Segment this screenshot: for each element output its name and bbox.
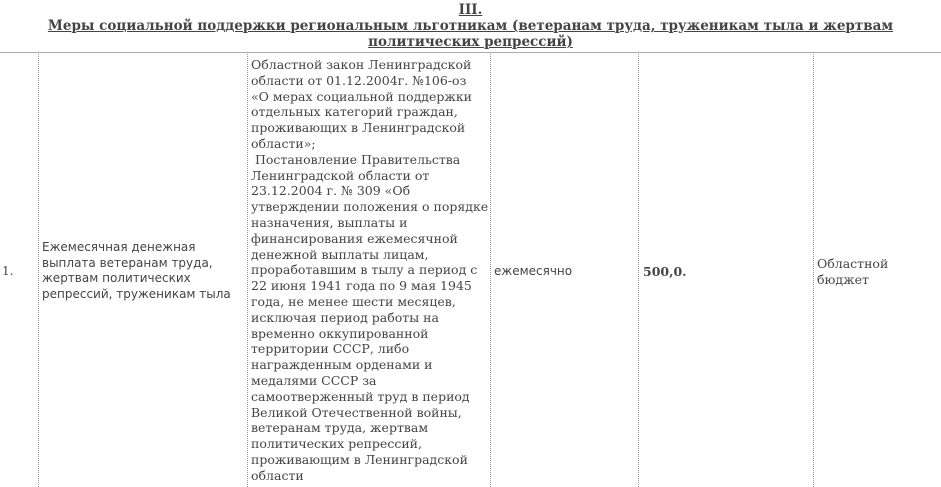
legal-basis-line: Ленинградской области от: [251, 167, 430, 183]
legal-basis-line: ветеранам труда, жертвам: [251, 420, 429, 436]
legal-basis-line: территории СССР, либо: [251, 341, 410, 357]
section-number: III.: [458, 2, 483, 18]
column-divider: [638, 52, 639, 487]
section-title: Меры социальной поддержки региональным льготникам (ветеранам труда, труженикам тыла и жертвам политических репрессий): [47, 18, 894, 50]
column-divider: [247, 52, 248, 487]
legal-basis-line: 23.12.2004 г. № 309 «Об: [251, 183, 411, 199]
legal-basis-line: отдельных категорий граждан,: [251, 104, 458, 120]
legal-basis-line: временно оккупированной: [251, 325, 429, 341]
legal-basis-line: области от 01.12.2004г. №106-оз: [251, 72, 467, 88]
legal-basis-line: самоотверженный труд в период: [251, 388, 470, 404]
section-header: [0, 2, 941, 50]
measure-description: Ежемесячная денежная выплата ветеранам труда, жертвам политических репрессий, труженикам тыла: [42, 240, 231, 301]
legal-basis-line: 22 июня 1941 года по 9 мая 1945: [251, 278, 472, 294]
legal-basis-line: финансирования ежемесячной: [251, 230, 458, 246]
legal-basis-line: проживающим в Ленинградской: [251, 451, 468, 467]
legal-basis: [251, 57, 491, 484]
legal-basis-line: года, не менее шести месяцев,: [251, 293, 456, 309]
payment-periodicity: ежемесячно: [494, 264, 573, 278]
payment-amount: 500,0.: [643, 264, 687, 279]
legal-basis-line: области: [251, 467, 304, 483]
legal-basis-line: утверждении положения о порядке: [251, 199, 489, 215]
table-top-border: [0, 52, 941, 53]
legal-basis-line: медалями СССР за: [251, 372, 377, 388]
legal-basis-line: проживающих в Ленинградской: [251, 120, 466, 136]
legal-basis-line: исключая период работы на: [251, 309, 439, 325]
row-number: 1.: [2, 264, 14, 278]
legal-basis-line: области»;: [251, 135, 316, 151]
column-divider: [38, 52, 39, 487]
legal-basis-line: назначения, выплаты и: [251, 214, 408, 230]
legal-basis-line: награжденным орденами и: [251, 357, 433, 373]
legal-basis-line: Областной закон Ленинградской: [251, 57, 472, 72]
legal-basis-line: политических репрессий,: [251, 436, 422, 452]
legal-basis-line: денежной выплаты лицам,: [251, 246, 429, 262]
legal-basis-line: «О мерах социальной поддержки: [251, 88, 473, 104]
legal-basis-line: Постановление Правительства: [251, 151, 461, 167]
funding-source: Областной бюджет: [817, 256, 889, 287]
legal-basis-line: Великой Отечественной войны,: [251, 404, 462, 420]
legal-basis-line: проработавшим в тылу а период с: [251, 262, 478, 278]
column-divider: [813, 52, 814, 487]
